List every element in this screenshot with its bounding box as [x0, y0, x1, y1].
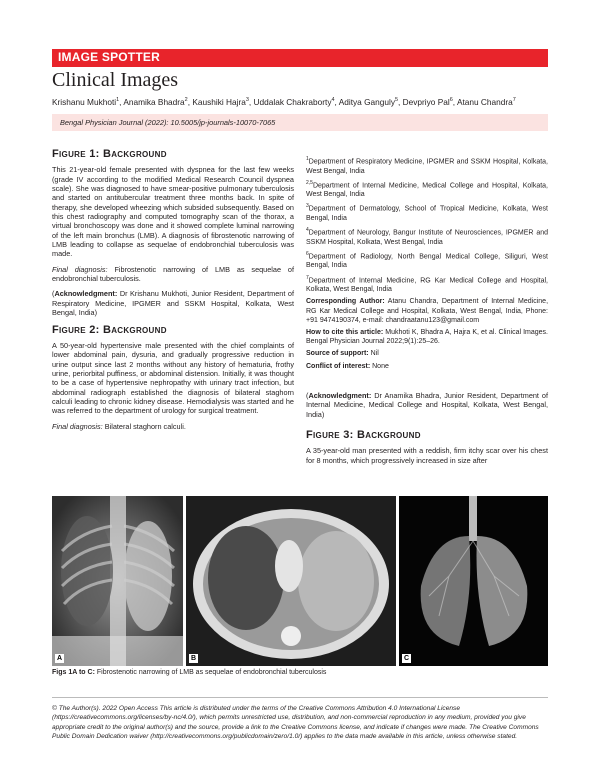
figure3-body: A 35-year-old man presented with a reddish, firm itchy scar over his chest for 8 months, which progressively increased in size after — [306, 446, 548, 465]
author-name: Kaushiki Hajra — [192, 97, 246, 107]
figure2-acknowledgment: (Acknowledgment: Dr Anamika Bhadra, Junior Resident, Department of Internal Medicine, Medical College and Hospital, Kolkata, West Bengal, India) — [306, 391, 548, 419]
conflict-of-interest: Conflict of interest: None — [306, 362, 389, 370]
figure1-body: This 21-year-old female presented with dyspnea for the last few weeks (grade IV according to the modified Medical Research Council dyspnea scale). She was diagnosed to have smear-positive pulmonary tuberculosis and started on antitubercular treatment three months back. In spite of therapy, she developed wheezing which subsided subsequently. Based on this chest radiography and computed tomography scan of the thorax, a virtual bronchoscopy was done and it showed complete luminal narrowing of the left main bronchus (LMB). A diagnosis of fibrostenotic narrowing of LMB leading to collapse as sequelae of endobronchial tuberculosis was made. — [52, 165, 294, 259]
panel-a-label: A — [56, 655, 63, 662]
source-of-support: Source of support: Nil — [306, 350, 379, 358]
ack-label: Acknowledgment: — [54, 289, 118, 299]
figure3-heading: Figure 3: Background — [306, 429, 421, 442]
affiliation: $^{2,5}$Department of Internal Medicine, Medical College and Hospital, Kolkata, West Bengal, India — [306, 179, 548, 199]
journal-citation: Bengal Physician Journal (2022): 10.5005/jp-journals-10070-7065 — [60, 118, 276, 127]
author-affiliation-mark: 3 — [245, 97, 249, 104]
author-affiliation-mark: 6 — [449, 97, 453, 104]
affiliation: $^1$Department of Respiratory Medicine, IPGMER and SSKM Hospital, Kolkata, West Bengal, India — [306, 156, 548, 175]
citation-bar — [52, 114, 548, 131]
caption-text: Fibrostenotic narrowing of LMB as sequelae of endobronchial tuberculosis — [96, 669, 327, 676]
figure1-diagnosis — [52, 265, 294, 284]
affiliation: $^6$Department of Radiology, North Bengal Medical College, Siliguri, West Bengal, India — [306, 250, 548, 270]
author-name: Krishanu Mukhoti — [52, 97, 117, 107]
figure2-diagnosis — [52, 422, 294, 431]
author-name: Aditya Ganguly — [338, 97, 395, 107]
author-name: Anamika Bhadra — [123, 97, 185, 107]
chest-radiograph-image — [52, 496, 183, 666]
figure2-body: A 50-year-old hypertensive male presented with the chief complaints of lower abdominal pain, dysuria, and gradually progressive reduction in urine output since last 2 months without any history of hematuria, frothy urine, periorbital puffiness, or abdominal distension. Initially, it was thought to be a case of hypertensive nephropathy with urinary tract infection, but abdominal radiograph established the diagnosis of bilateral staghorn calculi leading to chronic kidney disease. Hemodialysis was started and he was referred to the department of urology for surgical treatment. — [52, 340, 294, 416]
figure1-acknowledgment: (Acknowledgment: Dr Krishanu Mukhoti, Junior Resident, Department of Respiratory Medicine, IPGMER and SSKM Hospital, Kolkata, West Bengal, India) — [52, 289, 295, 318]
figure-caption — [52, 669, 326, 676]
page-title: Clinical Images — [52, 69, 179, 91]
virtual-bronchoscopy-image — [399, 496, 548, 666]
author-affiliation-mark: 1 — [116, 97, 120, 104]
affiliation: $^4$Department of Neurology, Bangur Institute of Neurosciences, IPGMER and SSKM Hospital, Kolkata, West Bengal, India — [306, 227, 548, 246]
figure-panels — [52, 496, 548, 666]
footer-divider — [52, 697, 548, 698]
caption-label: Figs 1A to C: — [52, 669, 95, 676]
section-banner-label: IMAGE SPOTTER — [58, 50, 160, 64]
license-notice: © The Author(s). 2022 Open Access This article is distributed under the terms of the Creative Commons Attribution 4.0 International License (https://creativecommons.org/licenses/by-nc/4.0/), which permits unrestricted use, distribution, and non-commercial reproduction in any medium, provided you give appropriate credit to the original author(s) and the source, provide a link to the Creative Commons license, and indicate if changes were made. The Creative Commons Public Domain Dedication waiver (http://creativecommons.org/publicdomain/zero/1.0/) applies to the data made available in this article, unless otherwise stated. — [52, 705, 539, 741]
author-affiliation-mark: 2 — [184, 97, 188, 104]
diagnosis-text: Bilateral staghorn calculi. — [104, 421, 186, 431]
panel-b-label: B — [190, 655, 197, 662]
author-list: Krishanu Mukhoti$^1$, Anamika Bhadra$^2$, Kaushiki Hajra$^3$, Uddalak Chakraborty$^4$, Aditya Ganguly$^5$, Devpriyo Pal$^6$, Atanu Chandra$^7$ — [52, 97, 516, 107]
ack-text: Dr Krishanu Mukhoti, Junior Resident, Department of Respiratory Medicine, IPGMER and SSKM Hospital, Kolkata, West Bengal, India) — [52, 289, 295, 318]
diagnosis-label: Final diagnosis: — [52, 264, 108, 274]
diagnosis-label: Final diagnosis: — [52, 421, 103, 431]
figure2-heading: Figure 2: Background — [52, 323, 167, 336]
how-to-cite: How to cite this article: Mukhoti K, Bhadra A, Hajra K, et al. Clinical Images. Bengal Physician Journal 2022;9(1):25–26. — [306, 329, 548, 346]
affiliation: $^7$Department of Internal Medicine, RG Kar Medical College and Hospital, Kolkata, West Bengal, India — [306, 274, 548, 294]
diagnosis-text: Fibrostenotic narrowing of LMB as sequelae of endobronchial tuberculosis. — [52, 264, 295, 284]
author-name: Uddalak Chakraborty — [253, 97, 332, 107]
section-banner — [52, 49, 548, 67]
panel-c-label: C — [403, 655, 410, 662]
author-name: Devpriyo Pal — [402, 97, 450, 107]
ct-thorax-image — [186, 496, 396, 666]
left-column — [52, 150, 294, 437]
author-name: Atanu Chandra — [456, 97, 513, 107]
right-column — [306, 155, 548, 374]
author-affiliation-mark: 5 — [394, 97, 399, 104]
right-column-lower — [306, 391, 548, 471]
affiliation: $^3$Department of Dermatology, School of Tropical Medicine, Kolkata, West Bengal, India — [306, 203, 548, 222]
corresponding-author: Corresponding Author: Atanu Chandra, Department of Internal Medicine, RG Kar Medical College and Hospital, Kolkata, West Bengal, India, Phone: +91 9474190374, e-mail: chandraatanu123@gmail.com — [306, 298, 549, 324]
author-affiliation-mark: 4 — [331, 97, 335, 104]
author-affiliation-mark: 7 — [512, 97, 516, 104]
figure1-heading: Figure 1: Background — [52, 148, 167, 160]
